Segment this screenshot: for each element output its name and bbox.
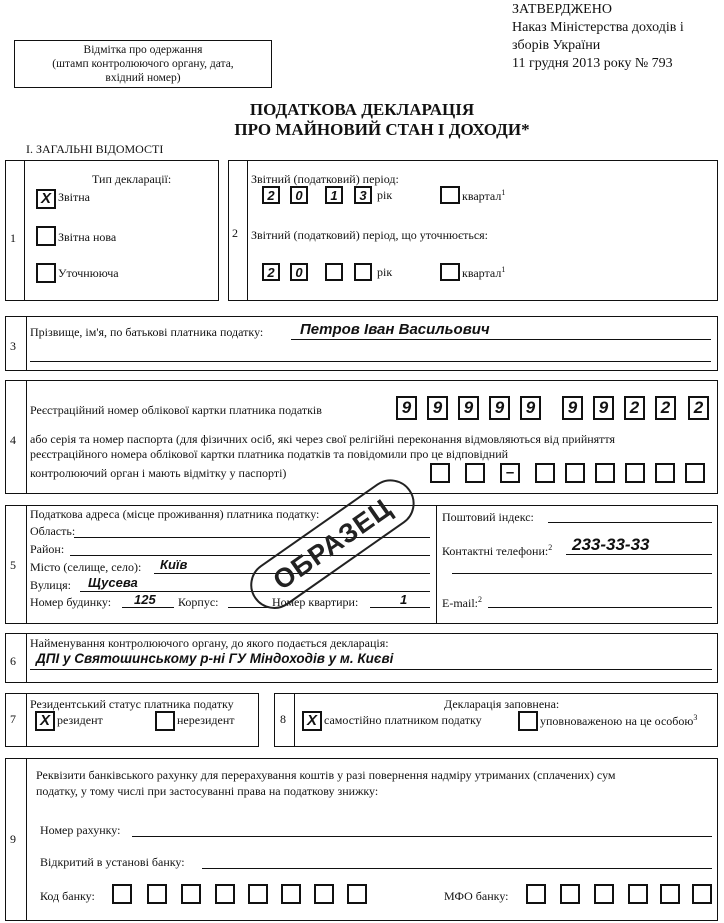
section-4-number: 4 xyxy=(10,433,16,447)
nonresident-checkbox[interactable] xyxy=(155,711,175,731)
quarter2-box[interactable] xyxy=(440,263,460,281)
phone-label: Контактні телефони:$^2$ xyxy=(442,543,553,558)
section-6-number: 6 xyxy=(10,654,16,668)
passport-number-box[interactable] xyxy=(595,463,615,483)
tax-id-digit[interactable]: 9 xyxy=(458,396,479,420)
apartment-value[interactable]: 1 xyxy=(400,592,408,607)
mfo-label: МФО банку: xyxy=(444,889,509,903)
year-label: рік xyxy=(377,188,393,202)
postal-code-label: Поштовий індекс: xyxy=(442,510,534,524)
sample-watermark: ОБРАЗЕЦ xyxy=(241,470,425,620)
tax-id-digit[interactable]: 9 xyxy=(427,396,448,420)
bank-details-line-2: податку, у тому числі при застосуванні права на податкову знижку: xyxy=(36,784,379,798)
passport-number-box[interactable] xyxy=(565,463,585,483)
authorized-person-label: уповноваженою на це особою$^3$ xyxy=(540,713,698,728)
year2-digit[interactable]: 2 xyxy=(262,263,280,281)
tax-id-digit[interactable]: 2 xyxy=(655,396,676,420)
year2-digit[interactable] xyxy=(354,263,372,281)
taxpayer-name-value[interactable]: Петров Іван Васильович xyxy=(300,321,490,338)
stamp-line-1: Відмітка про одержання xyxy=(83,44,203,56)
bank-code-box[interactable] xyxy=(147,884,167,904)
section-8-number: 8 xyxy=(280,712,286,726)
tax-id-digit[interactable]: 9 xyxy=(396,396,417,420)
tax-authority-label: Найменування контролюючого органу, до якого подається декларація: xyxy=(30,636,389,650)
authorized-person-checkbox[interactable] xyxy=(518,711,538,731)
tax-id-digit[interactable]: 9 xyxy=(520,396,541,420)
nonresident-label: нерезидент xyxy=(177,713,235,727)
tax-id-digit[interactable]: 2 xyxy=(624,396,645,420)
bank-details-line-1: Реквізити банківського рахунку для перерахування коштів у разі повернення надміру утриманих (сплачених) сум xyxy=(36,768,616,782)
bank-institution-label: Відкритий в установі банку: xyxy=(40,855,185,869)
passport-series-box[interactable] xyxy=(465,463,485,483)
year2-digit[interactable] xyxy=(325,263,343,281)
building-label: Корпус: xyxy=(178,595,219,609)
bank-code-box[interactable] xyxy=(314,884,334,904)
region-label: Область: xyxy=(30,524,76,538)
year-label-2: рік xyxy=(377,265,393,279)
stamp-line-2: (штамп контролюючого органу, дата, xyxy=(52,58,234,70)
tax-id-digit[interactable]: 9 xyxy=(489,396,510,420)
title-line-1: ПОДАТКОВА ДЕКЛАРАЦІЯ xyxy=(249,100,475,119)
mfo-box[interactable] xyxy=(628,884,648,904)
phone-value[interactable]: 233-33-33 xyxy=(572,535,650,554)
passport-label-line-1: або серія та номер паспорта (для фізичних осіб, які через свої релігійні переконання відмовляються від прийняття xyxy=(30,432,616,446)
passport-series-box[interactable] xyxy=(430,463,450,483)
apartment-label: Номер квартири: xyxy=(272,595,359,609)
address-label: Податкова адреса (місце проживання) платника податку: xyxy=(30,507,320,521)
residency-label: Резидентський статус платника податку xyxy=(30,697,234,711)
section-5-number: 5 xyxy=(10,558,16,572)
passport-number-box[interactable] xyxy=(685,463,705,483)
page-title xyxy=(0,100,724,140)
self-filled-label: самостійно платником податку xyxy=(324,713,482,727)
account-number-label: Номер рахунку: xyxy=(40,823,121,837)
bank-code-box[interactable] xyxy=(281,884,301,904)
mfo-box[interactable] xyxy=(660,884,680,904)
tax-id-label: Реєстраційний номер облікової картки платника податків xyxy=(30,403,322,417)
section-7-number: 7 xyxy=(10,712,16,726)
bank-code-box[interactable] xyxy=(215,884,235,904)
mfo-box[interactable] xyxy=(594,884,614,904)
tax-id-digit[interactable]: 2 xyxy=(688,396,709,420)
year1-digit[interactable]: 0 xyxy=(290,186,308,204)
bank-code-box[interactable] xyxy=(112,884,132,904)
tax-id-digit[interactable]: 9 xyxy=(593,396,614,420)
type-reporting-label: Звітна xyxy=(58,190,91,204)
period-title: Звітний (податковий) період: xyxy=(251,172,399,186)
type-new-reporting-checkbox[interactable] xyxy=(36,226,56,246)
tax-id-digit[interactable]: 9 xyxy=(562,396,583,420)
approved-line-1: ЗАТВЕРДЖЕНО xyxy=(512,2,612,17)
type-new-reporting-label: Звітна нова xyxy=(58,230,117,244)
year1-digit[interactable]: 2 xyxy=(262,186,280,204)
section-heading: I. ЗАГАЛЬНІ ВІДОМОСТІ xyxy=(26,142,164,156)
section-1-number: 1 xyxy=(10,231,16,245)
passport-label-line-2: реєстраційного номера облікової картки платника податків та повідомили про це відповідний xyxy=(30,447,509,461)
mfo-box[interactable] xyxy=(692,884,712,904)
bank-code-label: Код банку: xyxy=(40,889,95,903)
stamp-box xyxy=(14,40,272,88)
bank-code-box[interactable] xyxy=(347,884,367,904)
section-3-number: 3 xyxy=(10,339,16,353)
district-label: Район: xyxy=(30,542,65,556)
passport-number-box[interactable] xyxy=(535,463,555,483)
resident-checkbox[interactable]: X xyxy=(35,711,55,731)
approved-line-3: зборів України xyxy=(512,38,601,53)
mfo-box[interactable] xyxy=(526,884,546,904)
house-value[interactable]: 125 xyxy=(134,592,156,607)
taxpayer-name-label: Прізвище, ім'я, по батькові платника податку: xyxy=(30,325,264,339)
quarter-label: квартал$^1$ xyxy=(462,188,506,203)
bank-code-box[interactable] xyxy=(181,884,201,904)
quarter-label-2: квартал$^1$ xyxy=(462,265,506,280)
email-label: E-mail:$^2$ xyxy=(442,595,482,610)
type-clarifying-label: Уточнююча xyxy=(58,266,119,280)
stamp-line-3: вхідний номер) xyxy=(105,72,181,84)
type-clarifying-checkbox[interactable] xyxy=(36,263,56,283)
year1-digit[interactable]: 1 xyxy=(325,186,343,204)
passport-number-box[interactable] xyxy=(625,463,645,483)
mfo-box[interactable] xyxy=(560,884,580,904)
quarter1-box[interactable] xyxy=(440,186,460,204)
passport-label-line-3: контролюючий орган і мають відмітку у паспорті) xyxy=(30,466,287,480)
section-2-number: 2 xyxy=(232,226,238,240)
section-9-number: 9 xyxy=(10,832,16,846)
resident-label: резидент xyxy=(57,713,103,727)
year1-digit[interactable]: 3 xyxy=(354,186,372,204)
house-label: Номер будинку: xyxy=(30,595,112,609)
street-label: Вулиця: xyxy=(30,578,72,592)
city-value[interactable]: Київ xyxy=(160,557,188,572)
approved-line-4: 11 грудня 2013 року № 793 xyxy=(512,56,673,71)
year2-digit[interactable]: 0 xyxy=(290,263,308,281)
passport-number-box[interactable] xyxy=(655,463,675,483)
street-value[interactable]: Щусева xyxy=(88,575,138,590)
period-clarified-title: Звітний (податковий) період, що уточнюється: xyxy=(251,228,489,242)
passport-dash-box: – xyxy=(500,463,520,483)
title-line-2: ПРО МАЙНОВИЙ СТАН І ДОХОДИ* xyxy=(234,120,530,139)
self-filled-checkbox[interactable]: X xyxy=(302,711,322,731)
city-label: Місто (селище, село): xyxy=(30,560,142,574)
declaration-type-title: Тип декларації: xyxy=(92,172,172,186)
approved-line-2: Наказ Міністерства доходів і xyxy=(512,20,684,35)
filled-by-label: Декларація заповнена: xyxy=(444,697,560,711)
bank-code-box[interactable] xyxy=(248,884,268,904)
tax-authority-value[interactable]: ДПІ у Святошинському р-ні ГУ Міндоходів у м. Києві xyxy=(36,651,394,666)
type-reporting-checkbox[interactable]: X xyxy=(36,189,56,209)
